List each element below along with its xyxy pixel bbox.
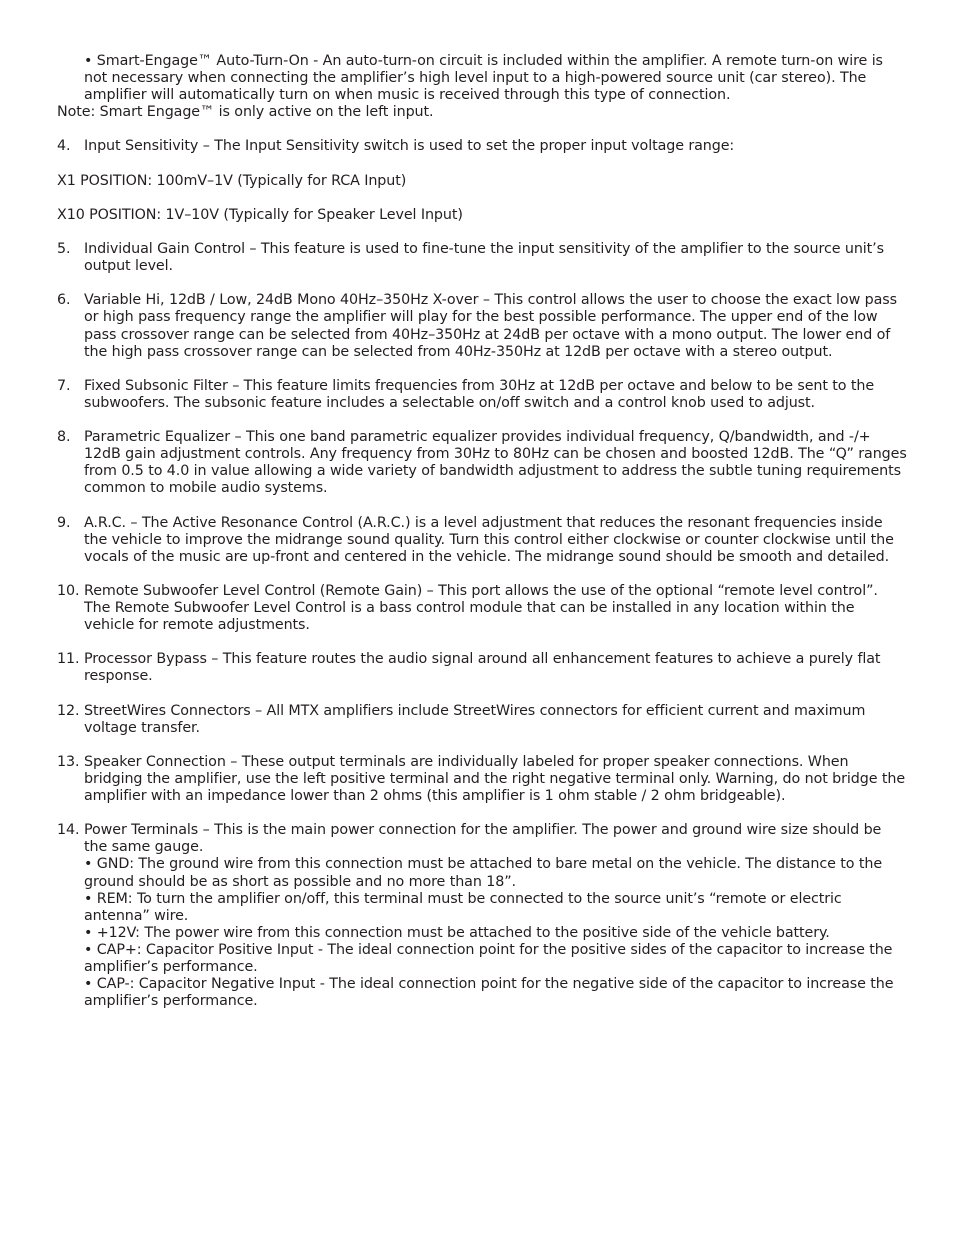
item-text: Parametric Equalizer – This one band parametric equalizer provides individual frequency, Q/bandwidth, and -/+ 12dB gain adjustment controls. Any frequency from 30Hz to 80Hz can be chosen and boosted 12dB. The “Q” ranges from 0.5 to 4.0 in value allowing a wide variety of bandwidth adjustment to address the subtle tuning requirements common to mobile audio systems. [84,429,907,497]
list-item-6 [57,292,907,360]
list-item-5 [57,241,907,275]
item-number: 10. [57,582,80,599]
item-number: 4. [57,138,71,155]
list-item-14 [57,822,907,1010]
list-item-9 [57,515,907,566]
x10-position: X10 POSITION: 1V–10V (Typically for Speaker Level Input) [57,206,463,223]
item-text: Individual Gain Control – This feature is used to fine-tune the input sensitivity of the amplifier to the source unit’s output level. [84,241,884,275]
item-number: 7. [57,377,71,394]
item-text: Remote Subwoofer Level Control (Remote Gain) – This port allows the use of the optional “remote level control”. The Remote Subwoofer Level Control is a bass control module that can be installed in any location within the vehicle for remote adjustments. [84,582,878,634]
item-number: 6. [57,292,71,309]
list-item-11 [57,651,907,685]
item-text: StreetWires Connectors – All MTX amplifiers include StreetWires connectors for efficient current and maximum voltage transfer. [84,702,866,736]
smart-engage-paragraph: • Smart-Engage™ Auto-Turn-On - An auto-turn-on circuit is included within the amplifier. A remote turn-on wire is not necessary when connecting the amplifier’s high level input to a high-powered source unit (car stereo). The amplifier will automatically turn on when music is received through this type of connection. [84,53,883,104]
item-number: 8. [57,429,71,446]
rem-bullet: • REM: To turn the amplifier on/off, this terminal must be connected to the source unit’s “remote or electric antenna” wire. [84,890,842,924]
item-text: A.R.C. – The Active Resonance Control (A.R.C.) is a level adjustment that reduces the resonant frequencies inside the vehicle to improve the midrange sound quality. Turn this control either clockwise or counter clockwise until the vocals of the music are up-front and centered in the vehicle. The midrange sound should be smooth and detailed. [84,514,894,565]
item-text: Variable Hi, 12dB / Low, 24dB Mono 40Hz–350Hz X-over – This control allows the user to choose the exact low pass or high pass frequency range the amplifier will play for the best possible performance. The upper end of the low pass crossover range can be selected from 40Hz–350Hz at 24dB per octave with a mono output. The lower end of the high pass crossover range can be selected from 40Hz-350Hz at 12dB per octave with a stereo output. [84,292,897,360]
plus-12v-bullet: • +12V: The power wire from this connection must be attached to the positive side of the vehicle battery. [84,924,830,941]
item-text: Power Terminals – This is the main power connection for the amplifier. The power and ground wire size should be the same gauge. [84,822,882,856]
cap-minus-bullet: • CAP-: Capacitor Negative Input - The ideal connection point for the negative side of the capacitor to increase the amplifier’s performance. [84,976,894,1010]
list-item-13 [57,754,907,805]
item-number: 11. [57,651,80,668]
item-number: 9. [57,514,71,531]
list-item-7 [57,378,907,412]
list-item-12 [57,703,907,737]
item-number: 13. [57,753,80,770]
list-item-8 [57,429,907,497]
item-number: 12. [57,702,80,719]
item-body [84,822,907,1010]
x1-position: X1 POSITION: 100mV–1V (Typically for RCA Input) [57,172,407,189]
item-text: Input Sensitivity – The Input Sensitivity switch is used to set the proper input voltage range: [84,138,735,155]
item-text: Speaker Connection – These output terminals are individually labeled for proper speaker connections. When bridging the amplifier, use the left positive terminal and the right negative terminal only. Warning, do not bridge the amplifier with an impedance lower than 2 ohms (this amplifier is 1 ohm stable / 2 ohm bridgeable). [84,753,906,805]
smart-engage-note: Note: Smart Engage™ is only active on the left input. [57,104,434,121]
cap-plus-bullet: • CAP+: Capacitor Positive Input - The ideal connection point for the positive sides of the capacitor to increase the amplifier’s performance. [84,941,893,975]
list-item-10 [57,583,907,634]
gnd-bullet: • GND: The ground wire from this connection must be attached to bare metal on the vehicle. The distance to the ground should be as short as possible and no more than 18”. [84,856,883,890]
item-text: Fixed Subsonic Filter – This feature limits frequencies from 30Hz at 12dB per octave and below to be sent to the subwoofers. The subsonic feature includes a selectable on/off switch and a control knob used to adjust. [84,377,875,411]
list-item-4 [57,138,907,155]
manual-page [57,53,907,1027]
item-text: Processor Bypass – This feature routes the audio signal around all enhancement features to achieve a purely flat response. [84,651,881,685]
item-number: 14. [57,822,80,839]
item-number: 5. [57,241,71,258]
